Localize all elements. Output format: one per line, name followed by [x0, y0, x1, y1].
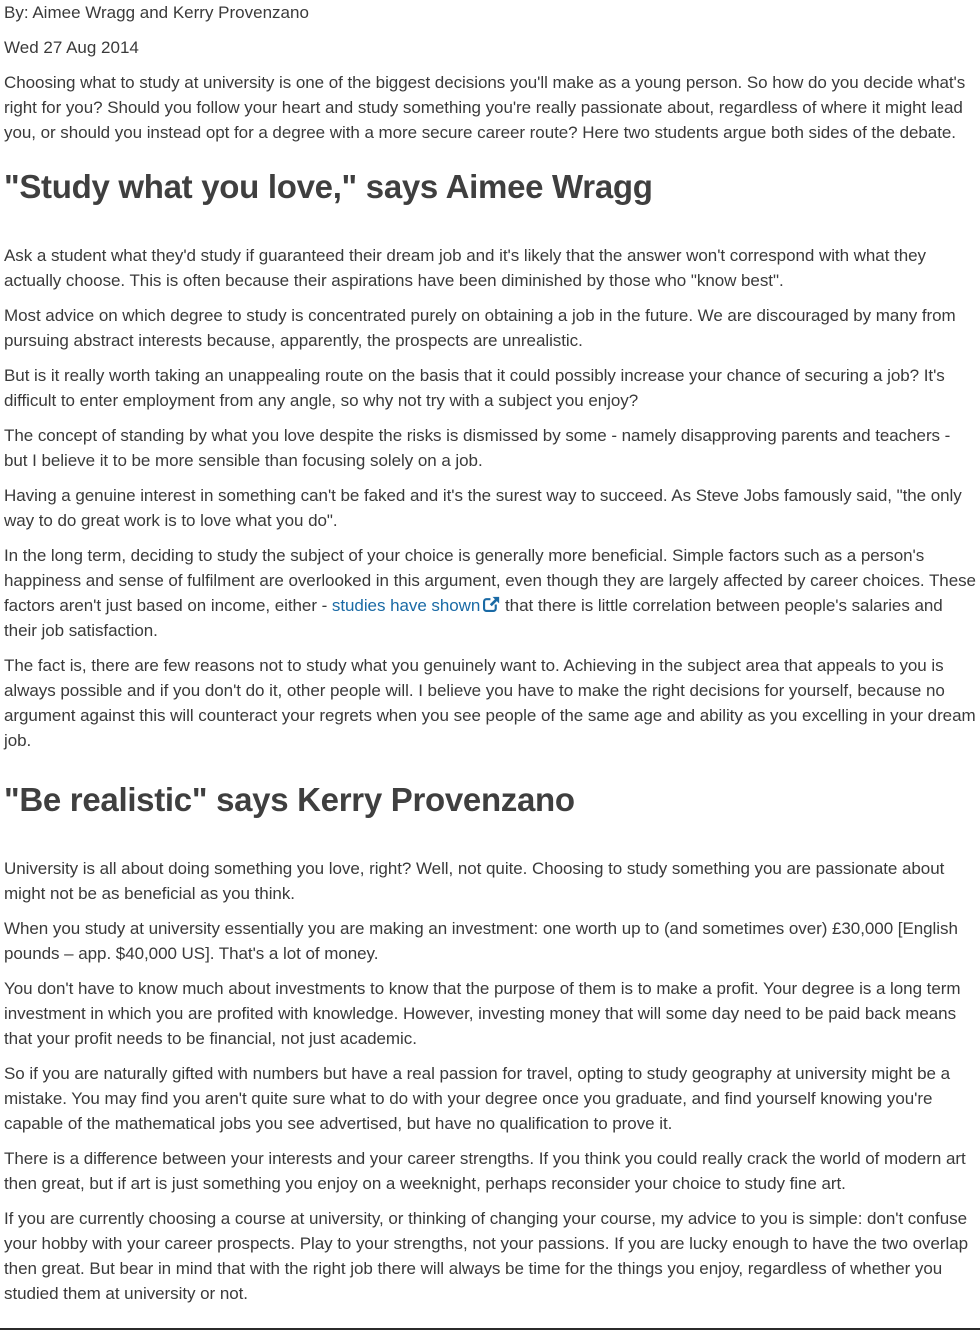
studies-have-shown-link-text[interactable]: studies have shown: [331, 596, 481, 615]
section2-paragraph-5: There is a difference between your interests and your career strengths. If you think you could really crack the world of modern art then great, but if art is just something you enjoy on a weeknight, perhaps reconsider your choice to study fine art.: [4, 1149, 966, 1193]
article: [4, 0, 976, 1316]
section2-paragraph-6: If you are currently choosing a course at university, or thinking of changing your course, my advice to you is simple: don't confuse your hobby with your career prospects. Play to your strengths, not your passions. If you are lucky enough to have the two overlap then great. But bear in mind that with the right job there will always be time for the things you enjoy, regardless of whether you studied them at university or not.: [4, 1209, 969, 1303]
section2-paragraph-3: You don't have to know much about investments to know that the purpose of them is to make a profit. Your degree is a long term investment in which you are profited with knowledge. However, investing money that will some day need to be paid back means that your profit needs to be financial, not just academic.: [4, 979, 961, 1048]
bottom-divider: [0, 1328, 980, 1330]
section1-paragraph-4: The concept of standing by what you love despite the risks is dismissed by some - namely disapproving parents and teachers - but I believe it to be more sensible than focusing solely on a job.: [4, 426, 951, 470]
external-link-icon: [483, 596, 500, 613]
section-heading-be-realistic: "Be realistic" says Kerry Provenzano: [4, 781, 575, 818]
section2-paragraph-2: When you study at university essentially you are making an investment: one worth up to (and sometimes over) £30,000 [English pounds – app. $40,000 US]. That's a lot of money.: [4, 919, 958, 963]
section1-paragraph-6-text-before: In the long term, deciding to study the subject of your choice is generally more beneficial. Simple factors such as a person's happiness and sense of fulfilment are overlooked in this argument, even though they are largely affected by career choices. These factors aren't just based on income, either -: [4, 546, 976, 615]
section1-paragraph-6-text-after: that there is little correlation between people's salaries and their job satisfaction.: [4, 596, 943, 640]
section1-paragraph-6: [4, 543, 976, 643]
section2-paragraph-4: So if you are naturally gifted with numbers but have a real passion for travel, opting to study geography at university might be a mistake. You may find you aren't quite sure what to do with your degree once you graduate, and find yourself knowing you're capable of the mathematical jobs you see advertised, but have no qualification to prove it.: [4, 1064, 951, 1133]
section-heading-study-what-you-love: "Study what you love," says Aimee Wragg: [4, 168, 653, 205]
section1-paragraph-7: The fact is, there are few reasons not to study what you genuinely want to. Achieving in the subject area that appeals to you is always possible and if you don't do it, other people will. I believe you have to make the right decisions for yourself, because no argument against this will counteract your regrets when you see people of the same age and ability as you excelling in your dream job.: [4, 656, 976, 750]
section1-paragraph-5: Having a genuine interest in something can't be faked and it's the surest way to succeed. As Steve Jobs famously said, "the only way to do great work is to love what you do".: [4, 486, 962, 530]
section2-paragraph-1: University is all about doing something you love, right? Well, not quite. Choosing to study something you are passionate about might not be as beneficial as you think.: [4, 859, 945, 903]
byline: By: Aimee Wragg and Kerry Provenzano: [4, 3, 309, 22]
studies-have-shown-link[interactable]: [332, 596, 500, 615]
publish-date: Wed 27 Aug 2014: [4, 38, 139, 57]
section1-paragraph-1: Ask a student what they'd study if guaranteed their dream job and it's likely that the answer won't correspond with what they actually choose. This is often because their aspirations have been diminished by those who "know best".: [4, 246, 926, 290]
intro-paragraph: Choosing what to study at university is one of the biggest decisions you'll make as a young person. So how do you decide what's right for you? Should you follow your heart and study something you're really passionate about, regardless of where it might lead you, or should you instead opt for a degree with a more secure career route? Here two students argue both sides of the debate.: [4, 73, 966, 142]
section1-paragraph-3: But is it really worth taking an unappealing route on the basis that it could possibly increase your chance of securing a job? It's difficult to enter employment from any angle, so why not try with a subject you enjoy?: [4, 366, 945, 410]
section1-paragraph-2: Most advice on which degree to study is concentrated purely on obtaining a job in the future. We are discouraged by many from pursuing abstract interests because, apparently, the prospects are unrealistic.: [4, 306, 956, 350]
